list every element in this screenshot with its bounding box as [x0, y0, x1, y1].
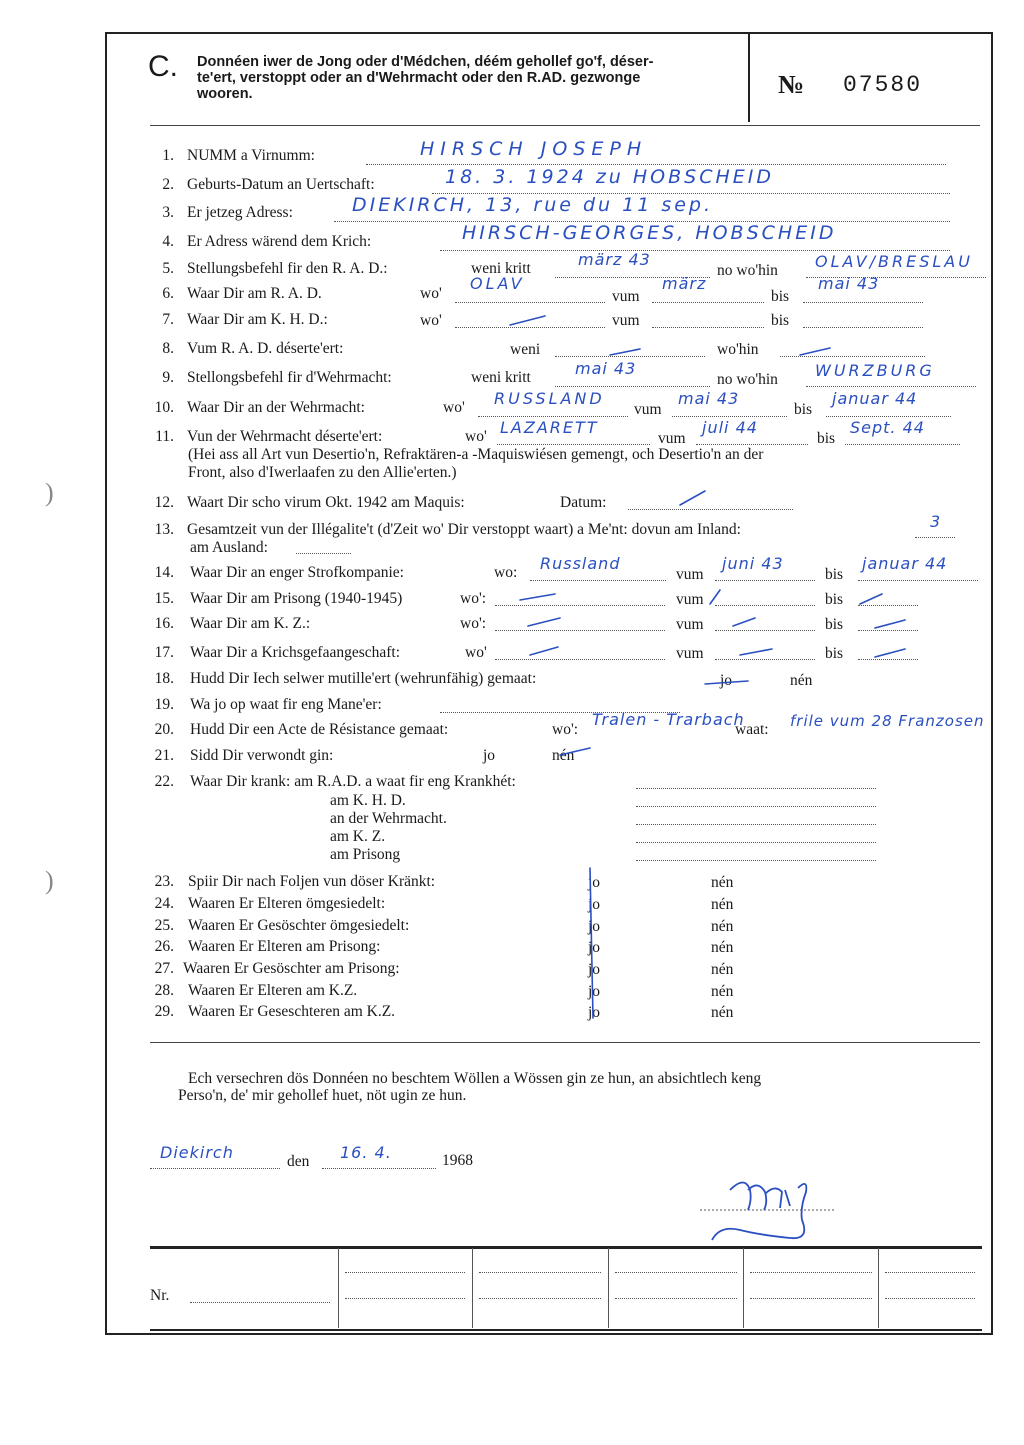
item-label-rad-desert: Vum R. A. D. déserte'ert:: [187, 340, 344, 357]
table-divider: [472, 1248, 473, 1328]
label-vum: vum: [676, 616, 704, 633]
sick-option: am K. Z.: [330, 828, 386, 845]
item-label-rad-order: Stellungsbefehl fir den R. A. D.:: [187, 260, 388, 277]
signature-image: [690, 1170, 840, 1255]
field-rad-order-date[interactable]: märz 43: [578, 250, 651, 269]
label-wo: wo': [420, 285, 442, 302]
item-number: 6.: [162, 285, 174, 302]
option-jo[interactable]: jo: [588, 874, 601, 891]
field-wehrmacht-order-place[interactable]: WURZBURG: [815, 361, 935, 380]
item-label-wehrmacht-order: Stellongsbefehl fir d'Wehrmacht:: [187, 369, 392, 386]
item-label-wounded: Sidd Dir verwondt gin:: [190, 747, 334, 764]
option-jo[interactable]: jo: [483, 747, 496, 764]
item-label-pow: Waar Dir a Krichsgefaangeschaft:: [190, 644, 401, 661]
label-bis: bis: [771, 312, 790, 329]
item-number: 15.: [154, 590, 174, 607]
fill-line: [190, 1302, 330, 1303]
item-label-resistance: Hudd Dir een Acte de Résistance gemaat:: [190, 721, 449, 738]
field-wehrmacht-to[interactable]: januar 44: [832, 389, 918, 408]
option-nen[interactable]: nén: [711, 983, 734, 1000]
sick-option: am K. H. D.: [330, 792, 406, 809]
label-bis: bis: [825, 645, 844, 662]
table-dotted-line: [885, 1298, 975, 1299]
table-dotted-line: [345, 1272, 465, 1273]
label-bis: bis: [771, 288, 790, 305]
option-jo[interactable]: jo: [588, 896, 601, 913]
item-number: 7.: [162, 311, 174, 328]
label-vum: vum: [612, 288, 640, 305]
label-weni: weni: [510, 341, 541, 358]
option-nen[interactable]: nén: [711, 918, 734, 935]
label-am-ausland: am Ausland:: [190, 539, 268, 556]
table-dotted-line: [615, 1272, 737, 1273]
item-number: 10.: [154, 399, 174, 416]
punch-hole-mark: ): [45, 478, 54, 507]
nr-label: Nr.: [150, 1287, 170, 1304]
item-number: 27.: [154, 960, 174, 977]
item-label-war-address: Er Adress wärend dem Krich:: [187, 233, 372, 250]
footer-table-top: [150, 1246, 982, 1249]
label-bis: bis: [794, 401, 813, 418]
label-weni-kritt: weni kritt: [471, 369, 531, 386]
item-number: 14.: [154, 564, 174, 581]
item-label-desertion: Vun der Wehrmacht déserte'ert:: [187, 428, 383, 445]
section-title-line: te'ert, verstoppt oder an d'Wehrmacht oder den R.AD. gezwonge: [197, 70, 641, 86]
table-dotted-line: [750, 1298, 872, 1299]
label-bis: bis: [825, 591, 844, 608]
option-jo[interactable]: jo: [588, 918, 601, 935]
option-nen[interactable]: nén: [711, 961, 734, 978]
item-label-parents-prison: Waaren Er Elteren am Prisong:: [188, 938, 381, 955]
label-den: den: [287, 1153, 310, 1170]
fill-line: [322, 1168, 436, 1169]
item-number: 4.: [162, 233, 174, 250]
option-nen[interactable]: nén: [552, 747, 575, 764]
item-number: 26.: [154, 938, 174, 955]
item-number: 28.: [154, 982, 174, 999]
label-wo: wo:: [494, 564, 518, 581]
table-divider: [338, 1248, 339, 1328]
item-number: 23.: [154, 873, 174, 890]
table-dotted-line: [615, 1298, 737, 1299]
item-label-sick: Waar Dir krank: am R.A.D. a waat fir eng Krankhét:: [190, 773, 516, 790]
option-nen[interactable]: nén: [790, 672, 813, 689]
field-place[interactable]: Diekirch: [160, 1143, 234, 1162]
item-label-siblings-resettled: Waaren Er Gesöschter ömgesiedelt:: [188, 917, 410, 934]
label-wo: wo': [443, 399, 465, 416]
note-line: (Hei ass all Art vun Desertio'n, Refraktären-a -Maquiswiésen gemengt, och Desertio'n an der: [188, 446, 764, 463]
option-nen[interactable]: nén: [711, 1004, 734, 1021]
item-label-maquis: Waart Dir scho virum Okt. 1942 am Maquis:: [187, 494, 465, 511]
label-vum: vum: [676, 566, 704, 583]
sick-option: an der Wehrmacht.: [330, 810, 447, 827]
item-label-how: Wa jo op waat fir eng Mane'er:: [190, 696, 382, 713]
label-no-wohin: no wo'hin: [717, 371, 778, 388]
label-wohin: wo'hin: [717, 341, 759, 358]
option-jo[interactable]: jo: [588, 1004, 601, 1021]
item-label-parents-resettled: Waaren Er Elteren ömgesiedelt:: [188, 895, 386, 912]
year-label: 1968: [442, 1152, 473, 1169]
label-bis: bis: [825, 566, 844, 583]
item-label-siblings-prison: Waaren Er Gesöschter am Prisong:: [183, 960, 400, 977]
table-dotted-line: [750, 1272, 872, 1273]
table-divider: [743, 1248, 744, 1328]
section-letter: C.: [148, 50, 178, 83]
label-wo: wo':: [460, 615, 487, 632]
item-label-prisong: Waar Dir am Prisong (1940-1945): [190, 590, 403, 607]
field-rad-place[interactable]: OLAV: [470, 274, 525, 293]
option-nen[interactable]: nén: [711, 939, 734, 956]
item-label-address: Er jetzeg Adress:: [187, 204, 293, 221]
option-nen[interactable]: nén: [711, 896, 734, 913]
section-title-line: Donnéen iwer de Jong oder d'Médchen, déém gehollef go'f, déser-: [197, 54, 654, 70]
item-number: 3.: [162, 204, 174, 221]
item-label-illegality: Gesamtzeit vun der Illégalite't (d'Zeit wo' Dir verstoppt waart) a Me'nt: dovun am Inland:: [187, 521, 741, 538]
section-title-line: wooren.: [197, 86, 253, 102]
label-wo: wo': [420, 312, 442, 329]
label-datum: Datum:: [560, 494, 607, 511]
item-label-kz: Waar Dir am K. Z.:: [190, 615, 311, 632]
field-rad-from[interactable]: märz: [662, 274, 707, 293]
section-separator: [150, 1042, 980, 1043]
label-vum: vum: [612, 312, 640, 329]
item-label-khd: Waar Dir am K. H. D.:: [187, 311, 328, 328]
field-name[interactable]: HIRSCH JOSEPH: [420, 138, 648, 160]
label-vum: vum: [676, 645, 704, 662]
option-jo[interactable]: jo: [588, 983, 601, 1000]
field-rad-to[interactable]: mai 43: [818, 274, 880, 293]
item-number: 21.: [154, 747, 174, 764]
item-number: 24.: [154, 895, 174, 912]
label-bis: bis: [817, 430, 836, 447]
item-number: 16.: [154, 615, 174, 632]
note-line: Front, also d'Iwerlaafen zu den Allie'erten.): [188, 464, 457, 481]
item-number: 17.: [154, 644, 174, 661]
number-symbol: №: [778, 70, 805, 99]
table-divider: [878, 1248, 879, 1328]
option-jo[interactable]: jo: [588, 939, 601, 956]
field-wehrmacht-place[interactable]: RUSSLAND: [494, 389, 605, 408]
field-wehrmacht-order-date[interactable]: mai 43: [575, 359, 637, 378]
label-no-wohin: no wo'hin: [717, 262, 778, 279]
label-vum: vum: [634, 401, 662, 418]
label-weni-kritt: weni kritt: [471, 260, 531, 277]
punch-hole-mark: ): [45, 866, 54, 895]
item-number: 8.: [162, 340, 174, 357]
declaration-line: Ech versechren dös Donnéen no beschtem Wöllen a Wössen gin ze hun, an absichtlech keng: [188, 1070, 762, 1087]
item-number: 2.: [162, 176, 174, 193]
label-wo: wo':: [552, 721, 579, 738]
field-desertion-to[interactable]: Sept. 44: [850, 418, 925, 437]
field-illegality-inland[interactable]: 3: [930, 512, 942, 531]
table-dotted-line: [479, 1298, 601, 1299]
footer-table-bottom: [150, 1329, 982, 1331]
field-strof-to[interactable]: januar 44: [862, 554, 948, 573]
field-resistance-what[interactable]: frile vum 28 Franzosen: [790, 712, 985, 730]
field-date[interactable]: 16. 4.: [340, 1143, 392, 1162]
option-nen[interactable]: nén: [711, 874, 734, 891]
item-label-rad: Waar Dir am R. A. D.: [187, 285, 322, 302]
table-dotted-line: [885, 1272, 975, 1273]
label-wo: wo':: [460, 590, 487, 607]
field-desertion-from[interactable]: juli 44: [702, 418, 758, 437]
label-vum: vum: [658, 430, 686, 447]
item-number: 12.: [154, 494, 174, 511]
form-number: 07580: [843, 72, 923, 98]
field-desertion-place[interactable]: LAZARETT: [500, 418, 599, 437]
item-number: 29.: [154, 1003, 174, 1020]
fill-line: [150, 1168, 280, 1169]
field-rad-order-place[interactable]: OLAV/BRESLAU: [815, 252, 973, 271]
table-dotted-line: [479, 1272, 601, 1273]
field-strof-place[interactable]: Russland: [540, 554, 621, 573]
item-number: 18.: [154, 670, 174, 687]
item-label-birth: Geburts-Datum an Uertschaft:: [187, 176, 375, 193]
item-number: 1.: [162, 147, 174, 164]
sick-option: am Prisong: [330, 846, 401, 863]
item-label-after-effects: Spiir Dir nach Foljen vun döser Kränkt:: [188, 873, 436, 890]
label-wo: wo': [465, 644, 487, 661]
field-wehrmacht-from[interactable]: mai 43: [678, 389, 740, 408]
label-vum: vum: [676, 591, 704, 608]
option-jo[interactable]: jo: [588, 961, 601, 978]
table-divider: [608, 1248, 609, 1328]
item-number: 20.: [154, 721, 174, 738]
field-address[interactable]: DIEKIRCH, 13, rue du 11 sep.: [352, 194, 714, 216]
item-number: 13.: [154, 521, 174, 538]
field-birth[interactable]: 18. 3. 1924 zu HOBSCHEID: [445, 166, 775, 188]
item-number: 25.: [154, 917, 174, 934]
option-jo[interactable]: jo: [720, 672, 733, 689]
field-strof-from[interactable]: juni 43: [722, 554, 784, 573]
item-label-strofkompanie: Waar Dir an enger Strofkompanie:: [190, 564, 404, 581]
table-dotted-line: [345, 1298, 465, 1299]
label-wo: wo': [465, 428, 487, 445]
item-label-parents-kz: Waaren Er Elteren am K.Z.: [188, 982, 358, 999]
item-label-mutilation: Hudd Dir Iech selwer mutille'ert (wehrunfähig) gemaat:: [190, 670, 537, 687]
item-number: 11.: [155, 428, 174, 445]
item-label-wehrmacht: Waar Dir an der Wehrmacht:: [187, 399, 365, 416]
item-label-name: NUMM a Virnumm:: [187, 147, 315, 164]
item-number: 19.: [154, 696, 174, 713]
label-bis: bis: [825, 616, 844, 633]
declaration-line: Perso'n, de' mir gehollef huet, nöt ugin ze hun.: [178, 1087, 467, 1104]
field-war-address[interactable]: HIRSCH-GEORGES, HOBSCHEID: [462, 222, 837, 244]
item-label-siblings-kz: Waaren Er Geseschteren am K.Z.: [188, 1003, 396, 1020]
item-number: 22.: [154, 773, 174, 790]
item-number: 9.: [162, 369, 174, 386]
label-waat: waat:: [735, 721, 769, 738]
field-resistance-place[interactable]: Tralen - Trarbach: [592, 710, 745, 729]
item-number: 5.: [162, 260, 174, 277]
